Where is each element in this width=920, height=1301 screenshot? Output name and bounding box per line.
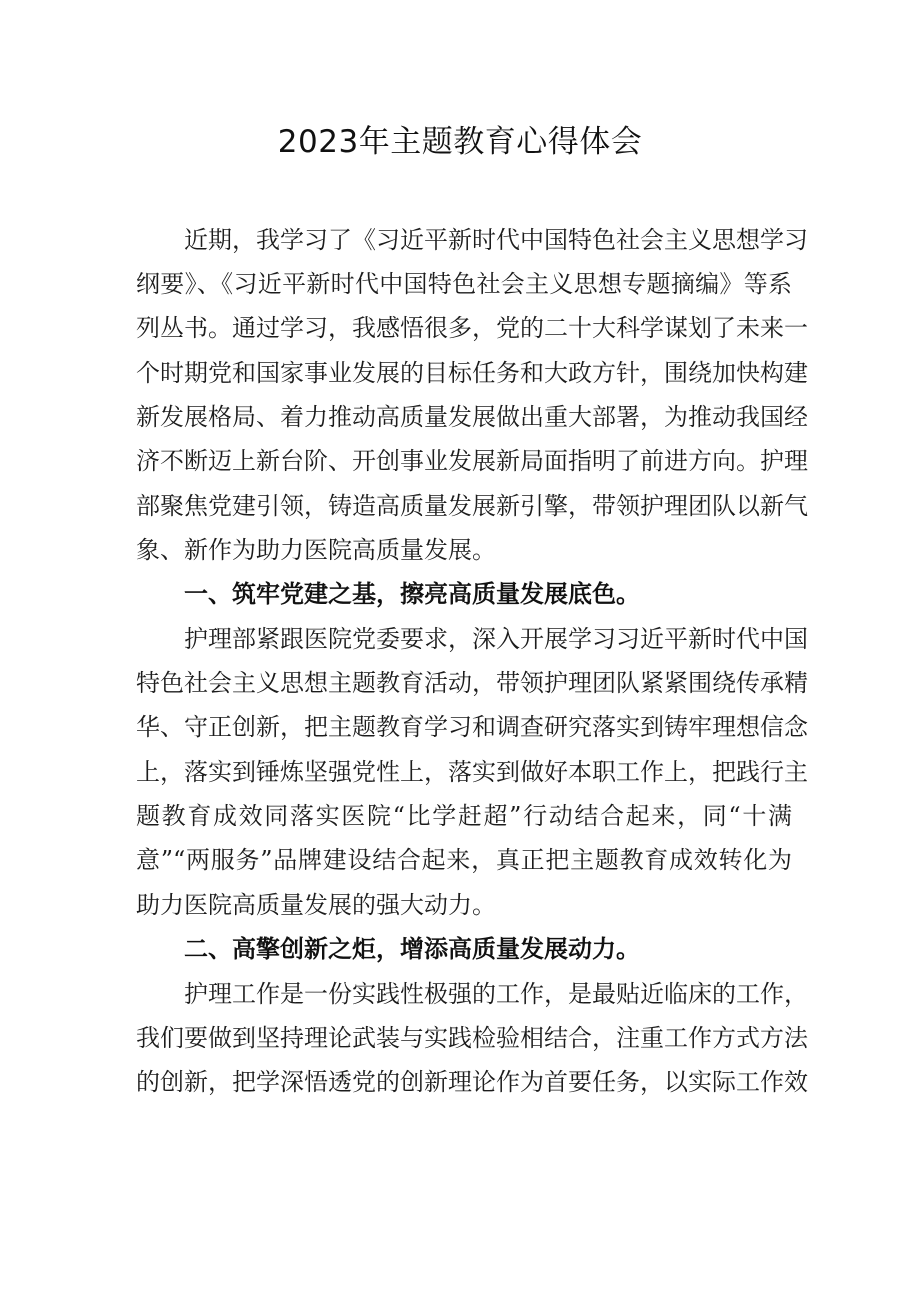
intro-line: 纲要》、《习近平新时代中国特色社会主义思想专题摘编》等系 xyxy=(136,270,792,298)
intro-line: 个时期党和国家事业发展的目标任务和大政方针，围绕加快构建 xyxy=(136,359,808,387)
section1-line: 华、守正创新，把主题教育学习和调查研究落实到铸牢理想信念 xyxy=(136,713,808,741)
intro-line: 部聚焦党建引领，铸造高质量发展新引擎，带领护理团队以新气 xyxy=(136,492,808,520)
section1-line: 特色社会主义思想主题教育活动，带领护理团队紧紧围绕传承精 xyxy=(136,669,808,697)
section2-line: 的创新，把学深悟透党的创新理论作为首要任务，以实际工作效 xyxy=(136,1068,808,1096)
section1-line: 上，落实到锤炼坚强党性上，落实到做好本职工作上，把践行主 xyxy=(136,758,808,786)
document-title: 2023年主题教育心得体会 xyxy=(277,124,643,160)
section1-line: 题教育成效同落实医院“比学赶超”行动结合起来，同“十满 xyxy=(136,802,792,830)
section1-line: 意”“两服务”品牌建设结合起来，真正把主题教育成效转化为 xyxy=(136,846,792,874)
intro-line: 列丛书。通过学习，我感悟很多，党的二十大科学谋划了未来一 xyxy=(136,314,808,342)
intro-line: 近期，我学习了《习近平新时代中国特色社会主义思想学习 xyxy=(184,226,808,254)
section-heading-1: 一、筑牢党建之基，擦亮高质量发展底色。 xyxy=(184,580,640,608)
intro-line: 象、新作为助力医院高质量发展。 xyxy=(136,536,496,564)
intro-line: 济不断迈上新台阶、开创事业发展新局面指明了前进方向。护理 xyxy=(136,447,808,475)
section2-line: 护理工作是一份实践性极强的工作，是最贴近临床的工作， xyxy=(184,980,808,1008)
section1-line: 助力医院高质量发展的强大动力。 xyxy=(136,891,496,919)
section-heading-2: 二、高擎创新之炬，增添高质量发展动力。 xyxy=(184,935,640,963)
section2-line: 我们要做到坚持理论武装与实践检验相结合，注重工作方式方法 xyxy=(136,1024,808,1052)
intro-line: 新发展格局、着力推动高质量发展做出重大部署，为推动我国经 xyxy=(136,403,808,431)
section1-line: 护理部紧跟医院党委要求，深入开展学习习近平新时代中国 xyxy=(184,625,808,653)
